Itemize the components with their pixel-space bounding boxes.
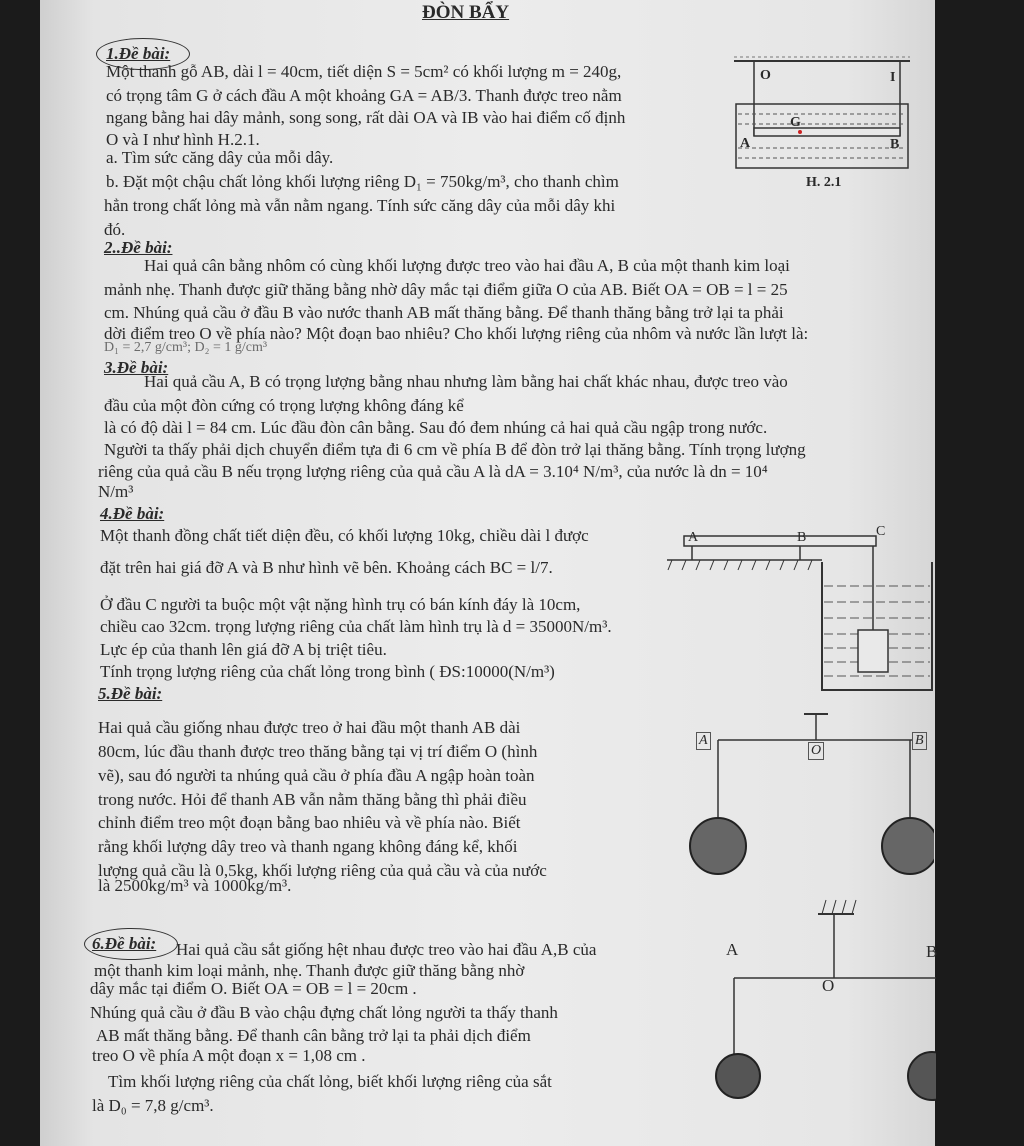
p1-line: hẳn trong chất lỏng mà vẫn nằm ngang. Tính sức căng dây của mỗi dây khi: [104, 196, 616, 215]
fig1-label-o: O: [760, 68, 771, 83]
fig6-label-o: O: [822, 976, 835, 995]
p6-line: là D₀ = 7,8 g/cm³.: [92, 1096, 214, 1115]
p2-line: Hai quả cân bằng nhôm có cùng khối lượng được treo vào hai đầu A, B của một thanh kim loại: [144, 256, 790, 275]
p3-line: là có độ dài l = 84 cm. Lúc đầu đòn cân bằng. Sau đó đem nhúng cả hai quả cầu ngập trong nước.: [104, 418, 768, 437]
fig1-label-i: I: [890, 70, 896, 85]
p1-line: b. Đặt một chậu chất lỏng khối lượng riêng D₁ = 750kg/m³, cho thanh chìm: [106, 172, 619, 191]
p2-heading: 2..Đề bài:: [104, 238, 173, 257]
p2-line: cm. Nhúng quả cầu ở đầu B vào nước thanh AB mất thăng bằng. Để thanh thăng bằng trở lại ta phải: [104, 303, 784, 322]
fig1-label-b: B: [890, 137, 900, 152]
figure-5: [684, 708, 934, 880]
figure-4: [662, 526, 936, 692]
p3-line: N/m³: [98, 482, 134, 501]
fig6-label-b: B: [926, 942, 938, 961]
page-title: ĐÒN BẨY: [422, 2, 510, 23]
p5-line: rằng khối lượng dây treo và thanh ngang không đáng kể, khối: [98, 837, 518, 856]
p2-line: mảnh nhẹ. Thanh được giữ thăng bằng nhờ dây mắc tại điểm giữa O của AB. Biết OA = OB = l = 25: [104, 280, 788, 299]
p1-line: O và I như hình H.2.1.: [106, 130, 260, 149]
p6-line: Hai quả cầu sắt giống hệt nhau được treo vào hai đầu A,B của: [176, 940, 597, 959]
p4-line: Lực ép của thanh lên giá đỡ A bị triệt tiêu.: [100, 640, 387, 659]
p1-heading: 1.Đề bài:: [106, 44, 171, 63]
figure-h21: [728, 52, 916, 192]
p1-line: có trọng tâm G ở cách đầu A một khoảng GA = AB/3. Thanh được treo nằm: [106, 86, 622, 105]
p6-line: dây mắc tại điểm O. Biết OA = OB = l = 20cm .: [90, 979, 417, 998]
p1-line: a. Tìm sức căng dây của mỗi dây.: [106, 148, 334, 167]
p6-line: AB mất thăng bằng. Để thanh cân bằng trở lại ta phải dịch điểm: [96, 1026, 531, 1045]
p5-line: lượng quả cầu là 0,5kg, khối lượng riêng của quả cầu và của nước: [98, 861, 547, 880]
p6-line: Tìm khối lượng riêng của chất lỏng, biết khối lượng riêng của sắt: [108, 1072, 552, 1091]
fig5-label-b: B: [912, 732, 927, 750]
fig5-label-o: O: [808, 742, 824, 760]
fig6-label-a: A: [726, 940, 739, 959]
p3-line: Người ta thấy phải dịch chuyển điểm tựa đi 6 cm về phía B để đòn trở lại thăng bằng. Tính trọng lượng: [104, 440, 806, 459]
p6-line: treo O về phía A một đoạn x = 1,08 cm .: [92, 1046, 366, 1065]
p5-line: vẽ), sau đó người ta nhúng quả cầu ở phía đầu A ngập hoàn toàn: [98, 766, 535, 785]
fig4-label-b: B: [797, 530, 807, 545]
p2-line: D₁ = 2,7 g/cm³; D₂ = 1 g/cm³: [104, 340, 268, 355]
p6-heading: 6.Đề bài:: [92, 934, 157, 953]
p2-line: dời điểm treo O về phía nào? Một đoạn bao nhiêu? Cho khối lượng riêng của nhôm và nước lần lượt là:: [104, 324, 809, 343]
p4-heading: 4.Đề bài:: [100, 504, 165, 523]
p4-line: Một thanh đồng chất tiết diện đều, có khối lượng 10kg, chiều dài l được: [100, 526, 589, 545]
p5-line: chỉnh điểm treo một đoạn bằng bao nhiêu và về phía nào. Biết: [98, 813, 521, 832]
fig1-label-g: G: [790, 115, 801, 130]
p4-line: chiều cao 32cm. trọng lượng riêng của chất làm hình trụ là d = 35000N/m³.: [100, 617, 612, 636]
p5-line: Hai quả cầu giống nhau được treo ở hai đầu một thanh AB dài: [98, 718, 521, 737]
figure-6: [710, 894, 936, 1104]
p3-heading: 3.Đề bài:: [104, 358, 169, 377]
fig1-caption: H. 2.1: [806, 175, 842, 190]
p4-line: đặt trên hai giá đỡ A và B như hình vẽ bên. Khoảng cách BC = l/7.: [100, 558, 553, 577]
p3-line: riêng của quả cầu B nếu trọng lượng riêng của quả cầu A là dA = 3.10⁴ N/m³, của nước là dn = 10⁴: [98, 462, 768, 481]
p1-line: ngang bằng hai dây mảnh, song song, rất dài OA và IB vào hai điểm cố định: [106, 108, 626, 127]
p6-line: Nhúng quả cầu ở đầu B vào chậu đựng chất lỏng người ta thấy thanh: [90, 1003, 558, 1022]
fig5-label-a: A: [696, 732, 711, 750]
p3-line: Hai quả cầu A, B có trọng lượng bằng nhau nhưng làm bằng hai chất khác nhau, được treo vào: [144, 372, 788, 391]
p3-line: đầu của một đòn cứng có trọng lượng không đáng kể: [104, 396, 464, 415]
p4-line: Ở đầu C người ta buộc một vật nặng hình trụ có bán kính đáy là 10cm,: [100, 595, 581, 614]
p5-line: trong nước. Hỏi để thanh AB vẫn nằm thăng bằng thì phải điều: [98, 790, 527, 809]
p4-line: Tính trọng lượng riêng của chất lỏng trong bình ( ĐS:10000(N/m³): [100, 662, 555, 681]
p1-line: Một thanh gỗ AB, dài l = 40cm, tiết diện S = 5cm² có khối lượng m = 240g,: [106, 62, 622, 81]
p1-line: đó.: [104, 220, 126, 239]
p5-line: là 2500kg/m³ và 1000kg/m³.: [98, 876, 292, 895]
p5-heading: 5.Đề bài:: [98, 684, 163, 703]
p5-line: 80cm, lúc đầu thanh được treo thăng bằng tại vị trí điểm O (hình: [98, 742, 538, 761]
fig4-label-a: A: [688, 530, 699, 545]
fig1-label-a: A: [740, 136, 751, 151]
fig4-label-c: C: [876, 524, 886, 539]
p6-line: một thanh kim loại mảnh, nhẹ. Thanh được giữ thăng bằng nhờ: [94, 961, 525, 980]
